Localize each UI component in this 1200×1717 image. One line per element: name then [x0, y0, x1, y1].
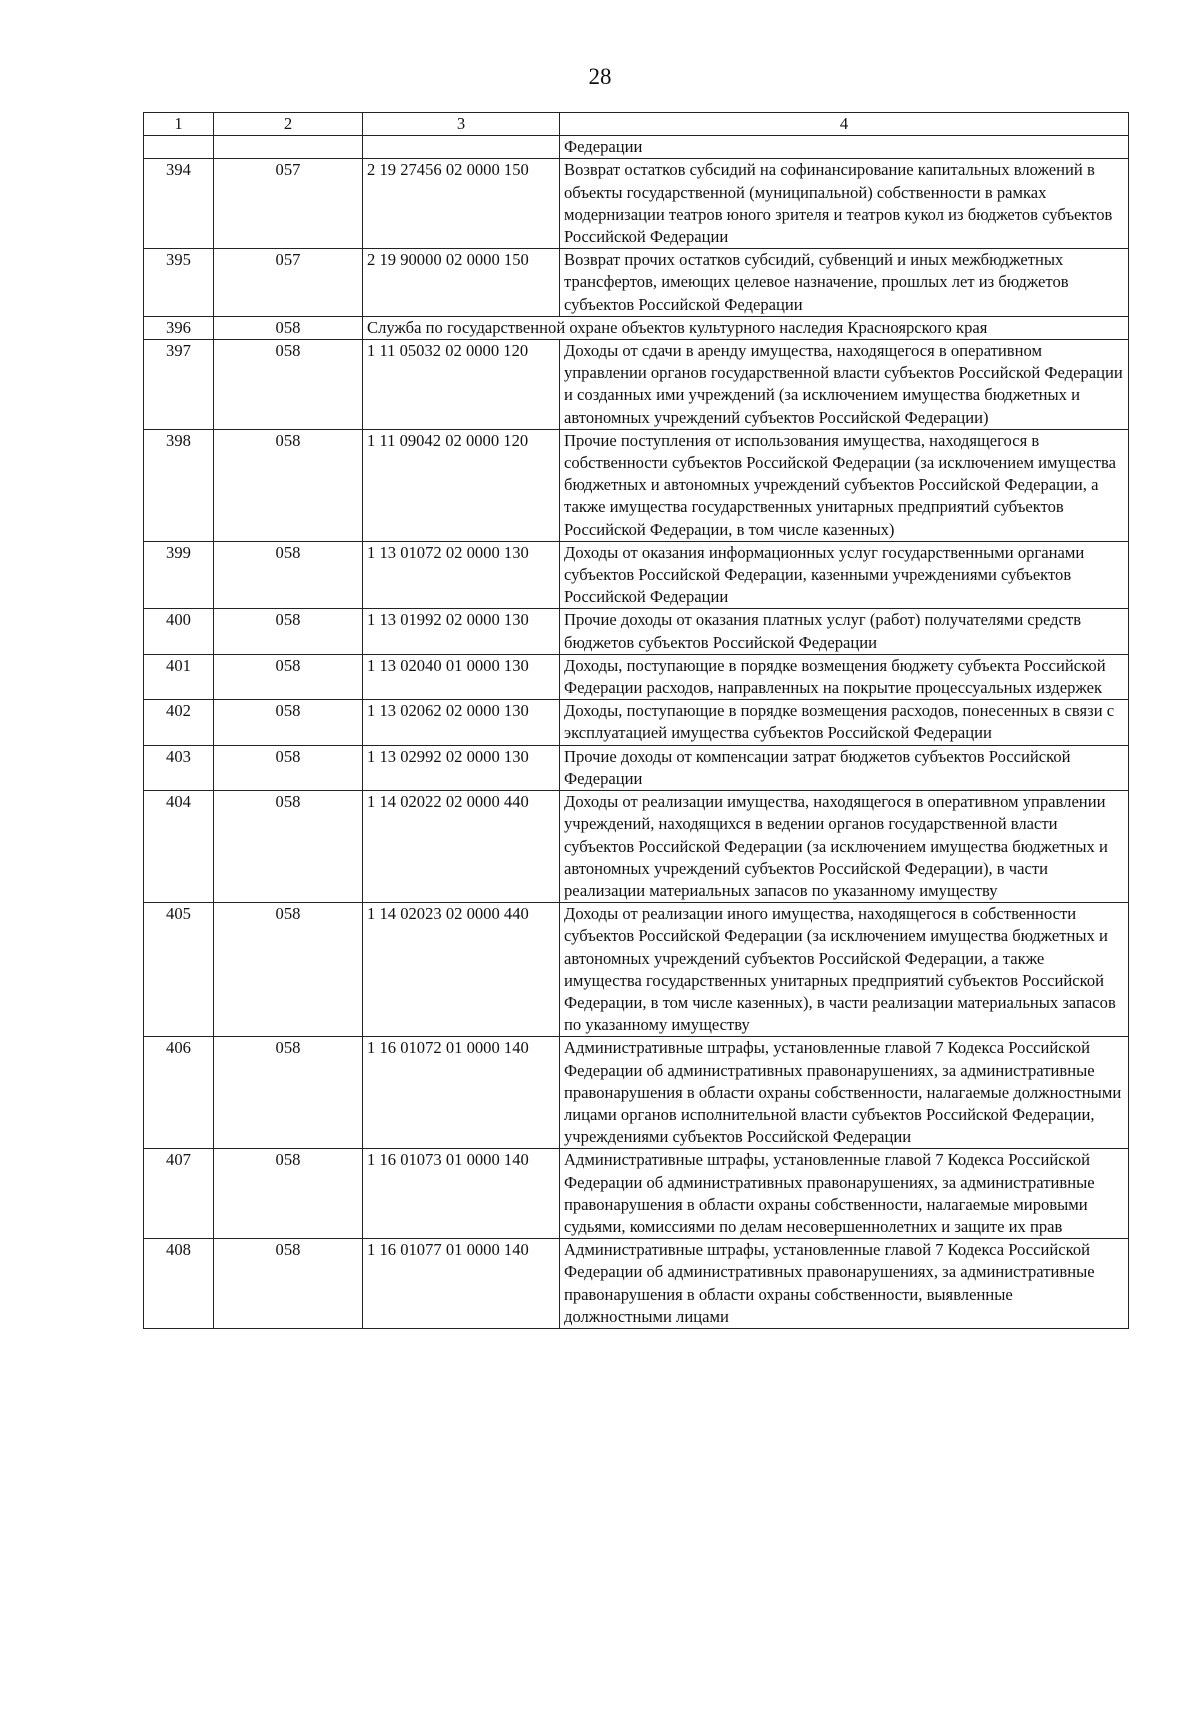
budget-classification-code: 1 14 02022 02 0000 440	[363, 791, 560, 903]
column-header-1: 1	[144, 113, 214, 136]
revenue-description: Доходы от оказания информационных услуг государственными органами субъектов Российской Федерации, казенными учреждениями субъектов Российской Федерации	[560, 541, 1129, 609]
table-row	[144, 791, 1129, 903]
budget-classification-code: 2 19 27456 02 0000 150	[363, 159, 560, 249]
revenue-description: Прочие доходы от компенсации затрат бюджетов субъектов Российской Федерации	[560, 745, 1129, 790]
budget-classification-code: 1 14 02023 02 0000 440	[363, 903, 560, 1037]
budget-classification-code: 1 16 01072 01 0000 140	[363, 1037, 560, 1149]
revenue-description: Прочие доходы от оказания платных услуг (работ) получателями средств бюджетов субъектов Российской Федерации	[560, 609, 1129, 654]
table-row	[144, 903, 1129, 1037]
budget-classification-code: 1 13 02040 01 0000 130	[363, 654, 560, 699]
admin-code: 058	[214, 903, 363, 1037]
table-row	[144, 249, 1129, 317]
admin-code: 058	[214, 700, 363, 745]
table-row	[144, 1037, 1129, 1149]
table-row	[144, 745, 1129, 790]
row-number: 395	[144, 249, 214, 317]
table-row	[144, 1149, 1129, 1239]
row-number: 401	[144, 654, 214, 699]
admin-code: 058	[214, 541, 363, 609]
table-row	[144, 1239, 1129, 1329]
column-header-4: 4	[560, 113, 1129, 136]
revenue-description: Прочие поступления от использования имущества, находящегося в собственности субъектов Российской Федерации (за исключением имущества бюджетных и автономных учреждений субъектов Российской Федерации, а также имущества государственных унитарных предприятий субъектов Российской Федерации, в том числе казенных)	[560, 429, 1129, 541]
table-row	[144, 316, 1129, 339]
admin-code: 057	[214, 159, 363, 249]
admin-code: 058	[214, 429, 363, 541]
budget-classification-code: 1 13 01072 02 0000 130	[363, 541, 560, 609]
budget-classification-code: 1 13 01992 02 0000 130	[363, 609, 560, 654]
admin-code: 058	[214, 1239, 363, 1329]
table-row	[144, 609, 1129, 654]
budget-classification-code: 1 11 05032 02 0000 120	[363, 340, 560, 430]
budget-classification-code: 1 11 09042 02 0000 120	[363, 429, 560, 541]
row-number: 399	[144, 541, 214, 609]
admin-code: 058	[214, 745, 363, 790]
table-row	[144, 700, 1129, 745]
revenue-description: Административные штрафы, установленные главой 7 Кодекса Российской Федерации об административных правонарушениях, за административные правонарушения в области охраны собственности, налагаемые мировыми судьями, комиссиями по делам несовершеннолетних и защите их прав	[560, 1149, 1129, 1239]
admin-code: 058	[214, 791, 363, 903]
row-number: 398	[144, 429, 214, 541]
revenue-description: Доходы от реализации имущества, находящегося в оперативном управлении учреждений, находящихся в ведении органов государственной власти субъектов Российской Федерации (за исключением имущества бюджетных и автономных учреждений субъектов Российской Федерации), в части реализации материальных запасов по указанному имуществу	[560, 791, 1129, 903]
revenue-codes-table	[143, 112, 1129, 1329]
admin-code: 058	[214, 340, 363, 430]
revenue-description: Доходы от реализации иного имущества, находящегося в собственности субъектов Российской Федерации (за исключением имущества бюджетных и автономных учреждений субъектов Российской Федерации, а также имущества государственных унитарных предприятий субъектов Российской Федерации, в том числе казенных), в части реализации материальных запасов по указанному имуществу	[560, 903, 1129, 1037]
table-row	[144, 340, 1129, 430]
table-row	[144, 654, 1129, 699]
continuation-text: Федерации	[560, 136, 1129, 159]
row-number: 403	[144, 745, 214, 790]
admin-code: 058	[214, 316, 363, 339]
row-number: 406	[144, 1037, 214, 1149]
revenue-description: Возврат прочих остатков субсидий, субвенций и иных межбюджетных трансфертов, имеющих целевое назначение, прошлых лет из бюджетов субъектов Российской Федерации	[560, 249, 1129, 317]
admin-code: 058	[214, 609, 363, 654]
revenue-description: Доходы, поступающие в порядке возмещения бюджету субъекта Российской Федерации расходов, направленных на покрытие процессуальных издержек	[560, 654, 1129, 699]
admin-code: 058	[214, 654, 363, 699]
row-number: 404	[144, 791, 214, 903]
row-number: 396	[144, 316, 214, 339]
admin-code: 058	[214, 1037, 363, 1149]
row-number: 397	[144, 340, 214, 430]
column-header-3: 3	[363, 113, 560, 136]
section-title: Служба по государственной охране объектов культурного наследия Красноярского края	[363, 316, 1129, 339]
row-number: 402	[144, 700, 214, 745]
budget-classification-code: 1 13 02062 02 0000 130	[363, 700, 560, 745]
revenue-description: Доходы, поступающие в порядке возмещения расходов, понесенных в связи с эксплуатацией имущества субъектов Российской Федерации	[560, 700, 1129, 745]
row-number: 400	[144, 609, 214, 654]
row-number: 407	[144, 1149, 214, 1239]
revenue-description: Административные штрафы, установленные главой 7 Кодекса Российской Федерации об административных правонарушениях, за административные правонарушения в области охраны собственности, налагаемые должностными лицами органов исполнительной власти субъектов Российской Федерации, учреждениями субъектов Российской Федерации	[560, 1037, 1129, 1149]
table-row	[144, 429, 1129, 541]
revenue-description: Доходы от сдачи в аренду имущества, находящегося в оперативном управлении органов государственной власти субъектов Российской Федерации и созданных ими учреждений (за исключением имущества бюджетных и автономных учреждений субъектов Российской Федерации)	[560, 340, 1129, 430]
admin-code: 058	[214, 1149, 363, 1239]
row-number: 408	[144, 1239, 214, 1329]
row-number: 394	[144, 159, 214, 249]
column-header-2: 2	[214, 113, 363, 136]
table-header-row	[144, 113, 1129, 136]
admin-code: 057	[214, 249, 363, 317]
continuation-row	[144, 136, 1129, 159]
revenue-description: Административные штрафы, установленные главой 7 Кодекса Российской Федерации об административных правонарушениях, за административные правонарушения в области охраны собственности, выявленные должностными лицами	[560, 1239, 1129, 1329]
budget-classification-code: 2 19 90000 02 0000 150	[363, 249, 560, 317]
table-row	[144, 541, 1129, 609]
budget-classification-code: 1 13 02992 02 0000 130	[363, 745, 560, 790]
row-number: 405	[144, 903, 214, 1037]
page-number: 28	[588, 64, 612, 89]
budget-classification-code: 1 16 01077 01 0000 140	[363, 1239, 560, 1329]
budget-classification-code: 1 16 01073 01 0000 140	[363, 1149, 560, 1239]
table-row	[144, 159, 1129, 249]
revenue-description: Возврат остатков субсидий на софинансирование капитальных вложений в объекты государственной (муниципальной) собственности в рамках модернизации театров юного зрителя и театров кукол из бюджетов субъектов Российской Федерации	[560, 159, 1129, 249]
